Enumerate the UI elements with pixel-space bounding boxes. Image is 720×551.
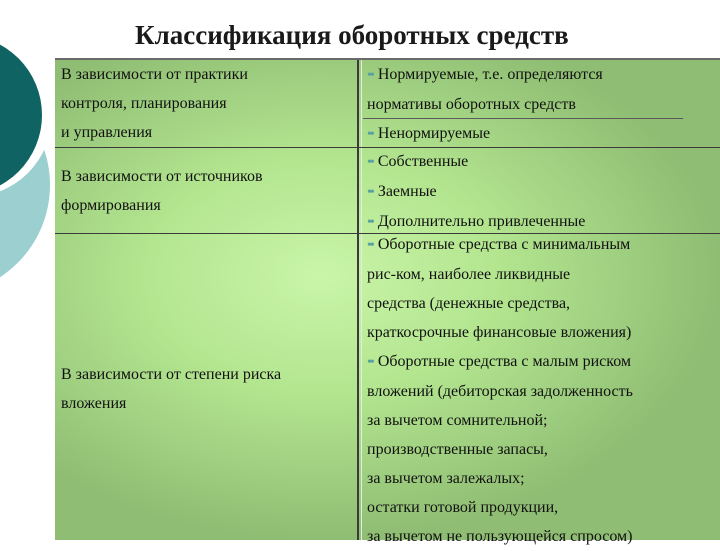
bullet-icon: •• — [367, 155, 373, 170]
criterion-line: В зависимости от источников — [61, 168, 263, 185]
row-1-items — [363, 60, 720, 149]
criterion-line: формирования — [61, 197, 161, 214]
decorative-circles — [0, 0, 60, 290]
criterion-line: и управления — [61, 124, 153, 141]
list-item: •• Оборотные средства с малым риском — [367, 353, 632, 370]
list-item: •• Собственные — [367, 153, 469, 170]
criterion-line: В зависимости от степени риска — [61, 366, 282, 383]
page-title: Классификация оборотных средств — [135, 20, 569, 50]
list-item-continuation: вложений (дебиторская задолженность — [367, 383, 633, 400]
row-2-criterion — [55, 162, 357, 220]
criterion-line: вложения — [61, 395, 127, 412]
row-3-criterion — [55, 360, 357, 418]
bullet-icon: •• — [367, 215, 373, 230]
bullet-icon: •• — [367, 127, 373, 142]
list-item-continuation: нормативы оборотных средств — [367, 96, 576, 113]
bullet-icon: •• — [367, 68, 373, 83]
classification-table — [55, 60, 720, 545]
row-1-criterion — [55, 60, 357, 147]
list-item: •• Ненормируемые — [367, 125, 491, 142]
column-divider-highlight — [361, 60, 362, 540]
row-1-sub-divider — [363, 118, 683, 119]
row-2-items — [363, 147, 720, 237]
row-3-items — [363, 230, 720, 551]
list-item-continuation: за вычетом залежалых; — [367, 470, 525, 487]
list-item-continuation: средства (денежные средства, — [367, 295, 571, 312]
list-item-continuation: производственные запасы, — [367, 441, 548, 458]
list-item: •• Заемные — [367, 183, 437, 200]
list-item: •• Оборотные средства с минимальным — [367, 236, 631, 253]
list-item-continuation: краткосрочные финансовые вложения) — [367, 324, 632, 341]
column-divider — [357, 60, 359, 540]
list-item: •• Дополнительно привлеченные — [367, 213, 586, 230]
list-item-continuation: за вычетом сомнительной; — [367, 412, 548, 429]
list-item: •• Нормируемые, т.е. определяются — [367, 66, 603, 83]
list-item-continuation: за вычетом не пользующейся спросом) — [367, 528, 633, 545]
criterion-line: контроля, планирования — [61, 95, 227, 112]
bullet-icon: •• — [367, 185, 373, 200]
bullet-icon: •• — [367, 355, 373, 370]
list-item-continuation: рис-ком, наиболее ликвидные — [367, 266, 571, 283]
criterion-line: В зависимости от практики — [61, 66, 248, 83]
list-item-continuation: остатки готовой продукции, — [367, 499, 559, 516]
bullet-icon: •• — [367, 238, 373, 253]
